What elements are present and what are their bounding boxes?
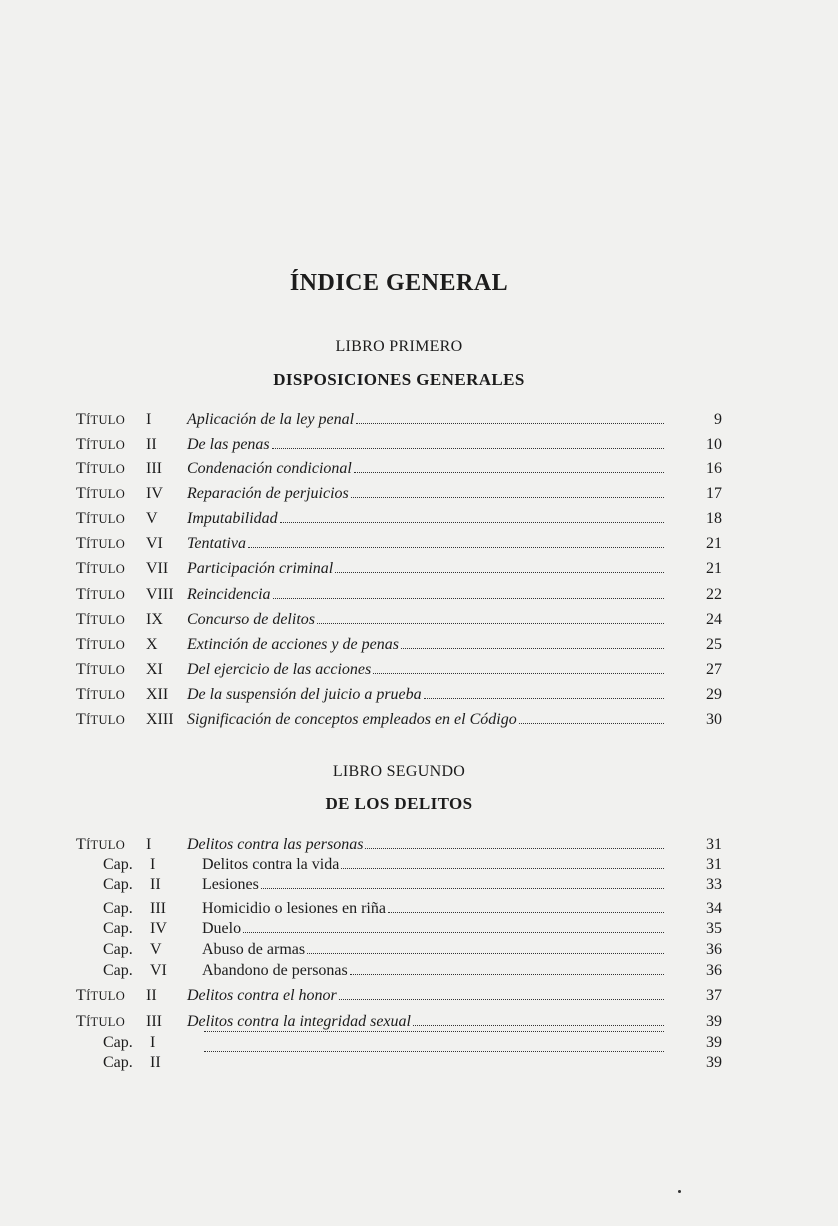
toc-entry-number: III (146, 460, 162, 477)
page-title: ÍNDICE GENERAL (289, 270, 509, 296)
toc-titulo-row[interactable] (0, 532, 838, 556)
toc-entry-label-group (187, 683, 666, 707)
toc-entry-number: I (150, 1034, 156, 1051)
toc-entry-label: Reincidencia (187, 586, 271, 603)
toc-entry-kind: Cap. (103, 1034, 133, 1051)
toc-entry-kind: TÍTULO (76, 1013, 126, 1030)
dot-leader (373, 673, 664, 674)
dot-leader (413, 1025, 664, 1026)
toc-entry-page: 24 (706, 611, 722, 628)
toc-entry-page: 22 (706, 586, 722, 603)
toc-cap-row[interactable] (0, 959, 838, 983)
toc-entry-number: IV (146, 485, 163, 502)
toc-entry-page: 25 (706, 636, 722, 653)
book-2-subheading: DE LOS DELITOS (325, 794, 473, 813)
toc-titulo-row[interactable] (0, 408, 838, 432)
toc-entry-page: 31 (706, 856, 722, 873)
toc-entry-kind: TÍTULO (76, 436, 126, 453)
toc-titulo-row[interactable] (0, 708, 838, 732)
toc-cap-row[interactable] (0, 1051, 838, 1075)
toc-entry-number: II (150, 876, 161, 893)
toc-entry-kind: TÍTULO (76, 711, 126, 728)
dot-leader (204, 1031, 664, 1032)
toc-entry-page: 9 (714, 411, 722, 428)
toc-entry-number: IV (150, 920, 167, 937)
toc-entry-label-group (202, 1051, 666, 1057)
toc-entry-number: V (150, 941, 162, 958)
toc-entry-kind: Cap. (103, 856, 133, 873)
toc-entry-label: Duelo (202, 920, 242, 937)
dot-leader (341, 868, 664, 869)
toc-titulo-row[interactable] (0, 507, 838, 531)
dot-leader (317, 623, 664, 624)
toc-titulo-row[interactable] (0, 583, 838, 607)
toc-entry-label: Condenación condicional (187, 460, 352, 477)
toc-entry-kind: TÍTULO (76, 661, 126, 678)
toc-entry-label: Significación de conceptos empleados en el Código (187, 711, 517, 728)
toc-entry-number: I (150, 856, 156, 873)
toc-entry-page: 35 (706, 920, 722, 937)
toc-entry-label: Tentativa (187, 535, 246, 552)
toc-entry-kind: Cap. (103, 1054, 133, 1071)
toc-entry-label: Abandono de personas (202, 962, 348, 979)
toc-entry-label: Lesiones (202, 876, 259, 893)
toc-titulo-row[interactable] (0, 683, 838, 707)
toc-entry-kind: TÍTULO (76, 560, 126, 577)
dot-leader (273, 598, 664, 599)
toc-entry-label: Delitos contra la integridad sexual (187, 1013, 411, 1030)
dot-leader (243, 932, 664, 933)
toc-entry-kind: TÍTULO (76, 510, 126, 527)
toc-entry-label-group (202, 873, 666, 897)
toc-entry-number: II (146, 987, 157, 1004)
toc-entry-page: 16 (706, 460, 722, 477)
toc-entry-number: XII (146, 686, 169, 703)
dot-leader (424, 698, 664, 699)
toc-titulo-row[interactable] (0, 457, 838, 481)
toc-entry-page: 36 (706, 941, 722, 958)
toc-entry-page: 39 (706, 1013, 722, 1030)
toc-entry-number: X (146, 636, 158, 653)
toc-entry-label-group (187, 433, 666, 457)
toc-entry-number: IX (146, 611, 163, 628)
toc-titulo-row[interactable] (0, 482, 838, 506)
toc-entry-label: Aplicación de la ley penal (187, 411, 355, 428)
toc-entry-label-group (187, 708, 666, 732)
toc-entry-label-group (202, 959, 666, 983)
toc-entry-number: VI (150, 962, 167, 979)
toc-entry-page: 21 (706, 535, 722, 552)
toc-entry-number: VI (146, 535, 163, 552)
toc-entry-page: 18 (706, 510, 722, 527)
toc-titulo-row[interactable] (0, 608, 838, 632)
toc-entry-page: 10 (706, 436, 722, 453)
toc-entry-label: De las penas (187, 436, 270, 453)
toc-entry-kind: TÍTULO (76, 485, 126, 502)
toc-titulo-row[interactable] (0, 433, 838, 457)
dot-leader (272, 448, 664, 449)
book-1-subheading: DISPOSICIONES GENERALES (273, 370, 525, 389)
toc-entry-label: Extinción de acciones y de penas (187, 636, 399, 653)
toc-entry-kind: TÍTULO (76, 611, 126, 628)
dot-leader (261, 888, 664, 889)
toc-entry-page: 17 (706, 485, 722, 502)
toc-entry-label-group (187, 408, 666, 432)
toc-entry-number: III (146, 1013, 162, 1030)
toc-entry-label-group (187, 557, 666, 581)
dot-leader (365, 848, 664, 849)
toc-titulo-row[interactable] (0, 984, 838, 1008)
toc-entry-label-group (187, 658, 666, 682)
toc-entry-label-group (187, 608, 666, 632)
dot-leader (204, 1051, 664, 1052)
toc-cap-row[interactable] (0, 873, 838, 897)
toc-entry-kind: Cap. (103, 876, 133, 893)
toc-entry-label-group (202, 1031, 666, 1037)
toc-entry-page: 27 (706, 661, 722, 678)
toc-entry-label-group (187, 457, 666, 481)
book-1-heading: LIBRO PRIMERO (335, 338, 463, 355)
toc-entry-label: Delitos contra la vida (202, 856, 340, 873)
toc-entry-label: Participación criminal (187, 560, 334, 577)
toc-entry-kind: Cap. (103, 941, 133, 958)
toc-entry-number: VIII (146, 586, 174, 603)
toc-entry-page: 31 (706, 836, 722, 853)
toc-entry-number: XIII (146, 711, 174, 728)
toc-entry-label: Imputabilidad (187, 510, 278, 527)
toc-entry-label-group (187, 482, 666, 506)
dot-leader (519, 723, 664, 724)
book-2-heading: LIBRO SEGUNDO (332, 763, 466, 780)
toc-entry-page: 33 (706, 876, 722, 893)
toc-entry-label: Reparación de perjuicios (187, 485, 349, 502)
toc-entry-label: Delitos contra el honor (187, 987, 337, 1004)
dot-leader (388, 912, 664, 913)
toc-entry-label-group (187, 984, 666, 1008)
toc-entry-kind: TÍTULO (76, 460, 126, 477)
dot-leader (354, 472, 664, 473)
toc-entry-number: II (150, 1054, 161, 1071)
toc-entry-page: 21 (706, 560, 722, 577)
toc-entry-kind: Cap. (103, 900, 133, 917)
toc-entry-label: Abuso de armas (202, 941, 306, 958)
toc-entry-label: Concurso de delitos (187, 611, 315, 628)
toc-entry-number: I (146, 411, 152, 428)
toc-entry-label-group (187, 633, 666, 657)
toc-entry-label-group (187, 507, 666, 531)
toc-entry-page: 36 (706, 962, 722, 979)
dot-leader (401, 648, 664, 649)
toc-entry-number: XI (146, 661, 163, 678)
toc-entry-number: VII (146, 560, 169, 577)
toc-entry-page: 37 (706, 987, 722, 1004)
toc-entry-kind: TÍTULO (76, 686, 126, 703)
dot-leader (248, 547, 664, 548)
dot-leader (280, 522, 664, 523)
dot-leader (356, 423, 664, 424)
toc-entry-page: 39 (706, 1034, 722, 1051)
toc-entry-number: III (150, 900, 166, 917)
toc-titulo-row[interactable] (0, 633, 838, 657)
dot-leader (339, 999, 664, 1000)
toc-titulo-row[interactable] (0, 658, 838, 682)
toc-entry-page: 29 (706, 686, 722, 703)
toc-entry-kind: Cap. (103, 962, 133, 979)
toc-titulo-row[interactable] (0, 557, 838, 581)
toc-entry-label: Homicidio o lesiones en riña (202, 900, 386, 917)
dot-leader (307, 953, 664, 954)
toc-entry-kind: TÍTULO (76, 987, 126, 1004)
toc-entry-number: I (146, 836, 152, 853)
toc-entry-label-group (187, 532, 666, 556)
ink-speck (678, 1190, 681, 1193)
toc-entry-kind: TÍTULO (76, 535, 126, 552)
dot-leader (351, 497, 664, 498)
toc-entry-kind: Cap. (103, 920, 133, 937)
toc-entry-page: 39 (706, 1054, 722, 1071)
toc-entry-label: De la suspensión del juicio a prueba (187, 686, 422, 703)
dot-leader (335, 572, 664, 573)
toc-entry-kind: TÍTULO (76, 836, 126, 853)
toc-entry-number: V (146, 510, 158, 527)
toc-entry-page: 30 (706, 711, 722, 728)
toc-entry-kind: TÍTULO (76, 411, 126, 428)
toc-entry-number: II (146, 436, 157, 453)
toc-entry-label-group (187, 583, 666, 607)
toc-entry-kind: TÍTULO (76, 636, 126, 653)
toc-entry-label: Delitos contra las personas (187, 836, 364, 853)
toc-entry-kind: TÍTULO (76, 586, 126, 603)
toc-entry-label: Del ejercicio de las acciones (187, 661, 372, 678)
toc-entry-page: 34 (706, 900, 722, 917)
dot-leader (350, 974, 664, 975)
